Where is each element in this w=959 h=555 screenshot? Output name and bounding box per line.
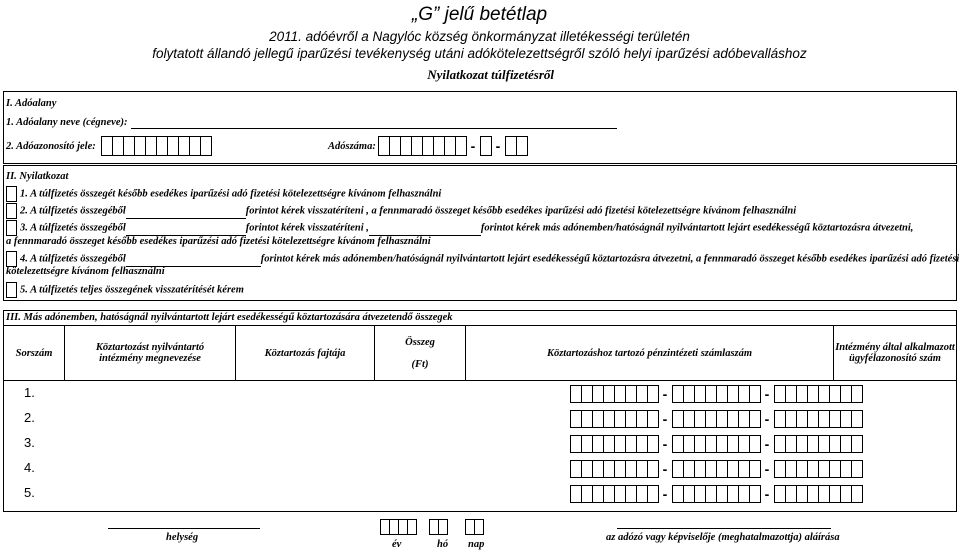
taxpayer-name-field[interactable] bbox=[131, 116, 617, 129]
account-number-field[interactable]: - - bbox=[570, 410, 862, 428]
year-field[interactable] bbox=[380, 519, 416, 535]
tax-number-field[interactable]: - - bbox=[378, 136, 527, 156]
option-5-checkbox[interactable] bbox=[6, 282, 17, 298]
form-line1: 2011. adóévről a Nagylóc község önkormányzat illetékességi területén bbox=[269, 29, 690, 44]
account-number-field[interactable]: - - bbox=[570, 460, 862, 478]
debt-table-header bbox=[4, 326, 957, 381]
month-label: hó bbox=[437, 539, 449, 550]
form-title: „G” jelű betétlap bbox=[411, 4, 548, 25]
section-3-heading: III. Más adónemben, hatóságnál nyilvántartott lejárt esedékességű köztartozására átvezetendő összegek bbox=[6, 312, 453, 323]
option-3-continuation: a fennmaradó összeget később esedékes iparűzési adó fizetési kötelezettségre kívánom felhasználni bbox=[6, 236, 431, 247]
option-4: 4. A túlfizetés összegéből forintot kérek más adónemben/hatóságnál nyilvántartott lejárt esedékességű köztartozásra átvezetni, a fennmaradó összeget később esedékes iparűzési adó fizetési bbox=[6, 251, 959, 267]
option-5: 5. A túlfizetés teljes összegének visszatérítését kérem bbox=[6, 282, 244, 298]
col-osszeg: Összeg (Ft) bbox=[375, 326, 466, 381]
option-1-checkbox[interactable] bbox=[6, 186, 17, 202]
option-4-checkbox[interactable] bbox=[6, 251, 17, 267]
day-field[interactable] bbox=[465, 519, 483, 535]
year-label: év bbox=[392, 539, 402, 550]
section-2-heading: II. Nyilatkozat bbox=[6, 171, 69, 182]
col-intezmeny: Köztartozást nyilvántartó intézmény megnevezése bbox=[65, 326, 236, 381]
account-number-field[interactable]: - - bbox=[570, 435, 862, 453]
col-sorszam: Sorszám bbox=[4, 326, 65, 381]
account-number-field[interactable]: - - bbox=[570, 485, 862, 503]
option-4-continuation: kötelezettségre kívánom felhasználni bbox=[6, 266, 165, 277]
section-1-heading: I. Adóalany bbox=[6, 98, 57, 109]
tax-number-label: Adószáma: bbox=[328, 141, 376, 152]
form-line2: folytatott állandó jellegű iparűzési tevékenység utáni adókötelezettségről szóló helyi iparűzési adóbevalláshoz bbox=[152, 46, 807, 61]
form-subtitle: Nyilatkozat túlfizetésről bbox=[427, 67, 554, 82]
place-line bbox=[108, 527, 260, 529]
signature-line[interactable] bbox=[617, 527, 831, 529]
row-number: 3. bbox=[24, 435, 35, 450]
tax-id-label: 2. Adóazonosító jele: bbox=[6, 141, 96, 152]
option-2-amount[interactable] bbox=[126, 208, 246, 219]
col-fajta: Köztartozás fajtája bbox=[236, 326, 375, 381]
option-3-transfer-amount[interactable] bbox=[369, 225, 481, 236]
account-number-field[interactable]: - - bbox=[570, 385, 862, 403]
option-3-refund-amount[interactable] bbox=[126, 225, 246, 236]
tax-id-field[interactable] bbox=[101, 136, 211, 156]
option-3: 3. A túlfizetés összegéből forintot kérek visszatéríteni , forintot kérek más adónemben/hatóságnál nyilvántartott lejárt esedékességű köztartozásra átvezetni, bbox=[6, 220, 913, 236]
option-2: 2. A túlfizetés összegéből forintot kérek visszatéríteni , a fennmaradó összeget később esedékes iparűzési adó fizetési kötelezettségre kívánom felhasználni bbox=[6, 203, 796, 219]
taxpayer-name-label: 1. Adóalany neve (cégneve): bbox=[6, 117, 128, 128]
month-field[interactable] bbox=[429, 519, 447, 535]
row-number: 2. bbox=[24, 410, 35, 425]
signature-label: az adózó vagy képviselője (meghatalmazottja) aláírása bbox=[606, 532, 840, 543]
row-number: 1. bbox=[24, 385, 35, 400]
col-szamla: Köztartozáshoz tartozó pénzintézeti számlaszám bbox=[466, 326, 834, 381]
place-label: helység bbox=[166, 532, 199, 543]
row-number: 4. bbox=[24, 460, 35, 475]
row-number: 5. bbox=[24, 485, 35, 500]
debt-table bbox=[3, 325, 957, 381]
col-ugyfel: Intézmény által alkalmazott ügyfélazonosító szám bbox=[834, 326, 957, 381]
option-3-checkbox[interactable] bbox=[6, 220, 17, 236]
option-1: 1. A túlfizetés összegét később esedékes iparűzési adó fizetési kötelezettségre kívánom felhasználni bbox=[6, 186, 441, 202]
option-2-checkbox[interactable] bbox=[6, 203, 17, 219]
day-label: nap bbox=[468, 539, 485, 550]
